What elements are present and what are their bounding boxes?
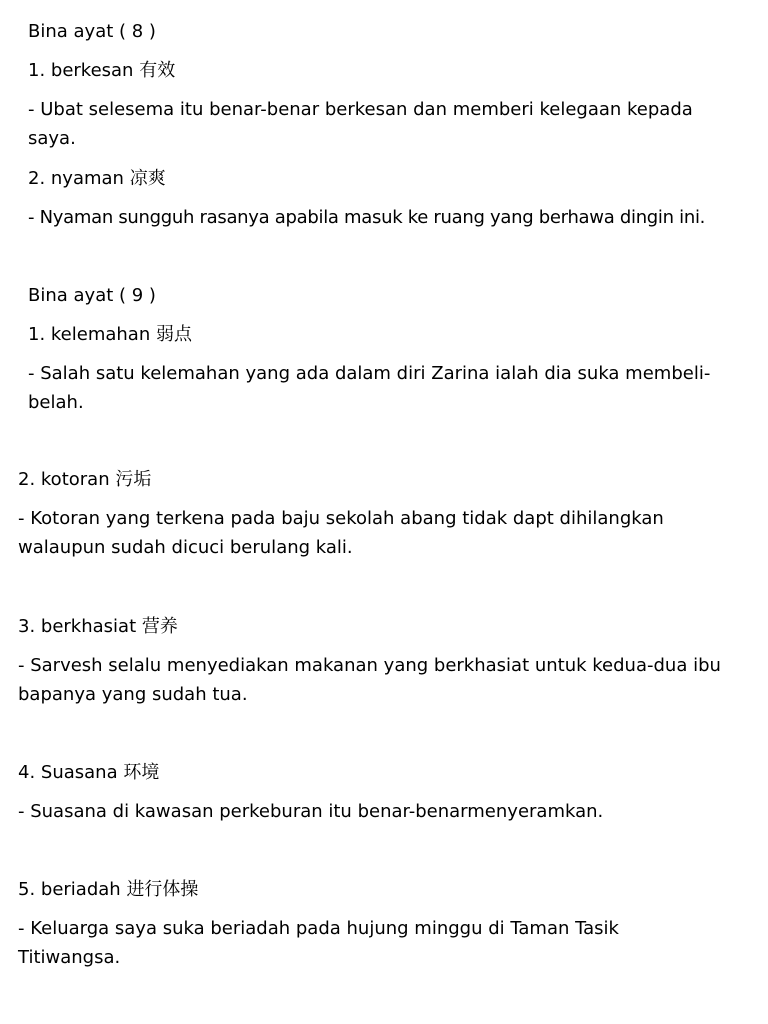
example-sentence: - Nyaman sungguh rasanya apabila masuk ke ruang yang berhawa dingin ini. bbox=[28, 207, 706, 228]
vocab-word bbox=[28, 320, 192, 349]
vocab-translation: 弱点 bbox=[155, 324, 192, 345]
vocab-translation: 营养 bbox=[141, 616, 178, 637]
vocab-word bbox=[18, 612, 178, 641]
vocab-translation: 环境 bbox=[123, 762, 160, 783]
vocab-translation: 凉爽 bbox=[129, 168, 166, 189]
vocab-translation: 进行体操 bbox=[126, 879, 199, 900]
vocab-term: 2. kotoran bbox=[18, 469, 110, 490]
vocab-translation: 污垢 bbox=[115, 469, 152, 490]
example-sentence: - Sarvesh selalu menyediakan makanan yang berkhasiat untuk kedua-dua ibu bapanya yang sudah tua. bbox=[18, 655, 721, 705]
section-heading: Bina ayat ( 8 ) bbox=[28, 21, 156, 42]
example-sentence: - Ubat selesema itu benar-benar berkesan dan memberi kelegaan kepada saya. bbox=[28, 99, 693, 149]
vocab-word bbox=[28, 56, 175, 85]
vocab-term: 1. berkesan bbox=[28, 60, 134, 81]
vocab-term: 3. berkhasiat bbox=[18, 616, 137, 637]
vocab-translation: 有效 bbox=[139, 60, 176, 81]
vocab-word bbox=[18, 875, 198, 904]
vocab-term: 1. kelemahan bbox=[28, 324, 151, 345]
example-sentence: - Kotoran yang terkena pada baju sekolah abang tidak dapt dihilangkan walaupun sudah dicuci berulang kali. bbox=[18, 508, 664, 558]
vocab-term: 5. beriadah bbox=[18, 879, 121, 900]
vocab-word bbox=[18, 758, 159, 787]
example-sentence: - Salah satu kelemahan yang ada dalam diri Zarina ialah dia suka membeli-belah. bbox=[28, 363, 711, 413]
vocab-term: 2. nyaman bbox=[28, 168, 124, 189]
example-sentence: - Suasana di kawasan perkeburan itu benar-benarmenyeramkan. bbox=[18, 801, 604, 822]
vocab-word bbox=[18, 465, 151, 494]
vocab-term: 4. Suasana bbox=[18, 762, 118, 783]
section-heading: Bina ayat ( 9 ) bbox=[28, 285, 156, 306]
vocab-word bbox=[28, 164, 166, 193]
example-sentence: - Keluarga saya suka beriadah pada hujung minggu di Taman Tasik Titiwangsa. bbox=[18, 918, 619, 968]
